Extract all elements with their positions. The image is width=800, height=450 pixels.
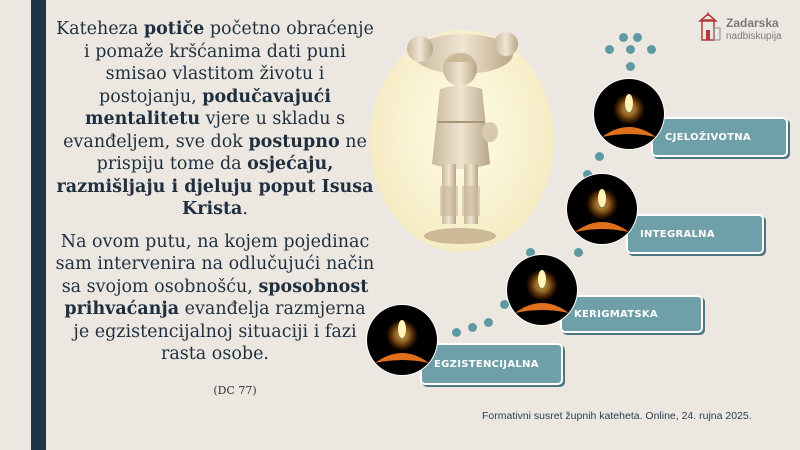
- citation: (DC 77): [213, 383, 257, 397]
- logo-subtitle: nadbiskupija: [726, 31, 782, 42]
- candle-icon: [567, 174, 637, 244]
- body-text: početno obraćenje i pomaže kršćanima dati puni smisao vlastitom životu i postojanju,: [84, 19, 374, 107]
- candle-icon: [594, 79, 664, 149]
- candle-icon: [367, 305, 437, 375]
- body-text: Na ovom putu, na kojem pojedinac sam intervenira na odlučujući način sa svojom osobnošću,: [55, 231, 375, 297]
- body-text: evanđelja razmjerna je egzistencijalnoj situaciji i fazi rasta osobe.: [73, 299, 366, 364]
- footer-note: Formativni susret župnih kateheta. Online, 24. rujna 2025.: [482, 410, 752, 422]
- emphasis-text: podučavajući mentalitetu: [84, 86, 331, 129]
- left-accent-bar: [31, 0, 46, 450]
- step-label: KERIGMATSKA: [574, 308, 658, 320]
- logo: [696, 10, 796, 48]
- good-shepherd-statue-image: [398, 14, 528, 254]
- step-egzistencijalna: [420, 343, 563, 385]
- body-text: Kateheza: [56, 19, 144, 39]
- body-text: .: [242, 199, 248, 219]
- emphasis-text: osjećaju, razmišljaju i djeluju poput Isusa Krista: [56, 154, 374, 219]
- emphasis-text: postupno: [248, 131, 340, 152]
- step-integralna: [626, 214, 764, 254]
- church-logo-icon: [696, 12, 722, 42]
- step-cjelozivotna: [651, 117, 788, 157]
- body-text: vjere u skladu s evanđeljem, sve dok: [63, 109, 346, 152]
- paragraph-1: [55, 18, 375, 221]
- body-text: ne prispiju tome da: [96, 131, 367, 174]
- paragraph-2: [55, 231, 375, 366]
- step-label: INTEGRALNA: [640, 228, 715, 240]
- candle-icon: [507, 255, 577, 325]
- emphasis-text: sposobnost prihvaćanja: [64, 276, 369, 319]
- step-label: CJELOŽIVOTNA: [665, 131, 751, 143]
- step-label: EGZISTENCIJALNA: [434, 358, 539, 370]
- emphasis-text: potiče: [143, 19, 205, 39]
- main-text: [55, 18, 375, 397]
- step-kerigmatska: [560, 295, 703, 333]
- logo-title: Zadarska: [726, 16, 779, 30]
